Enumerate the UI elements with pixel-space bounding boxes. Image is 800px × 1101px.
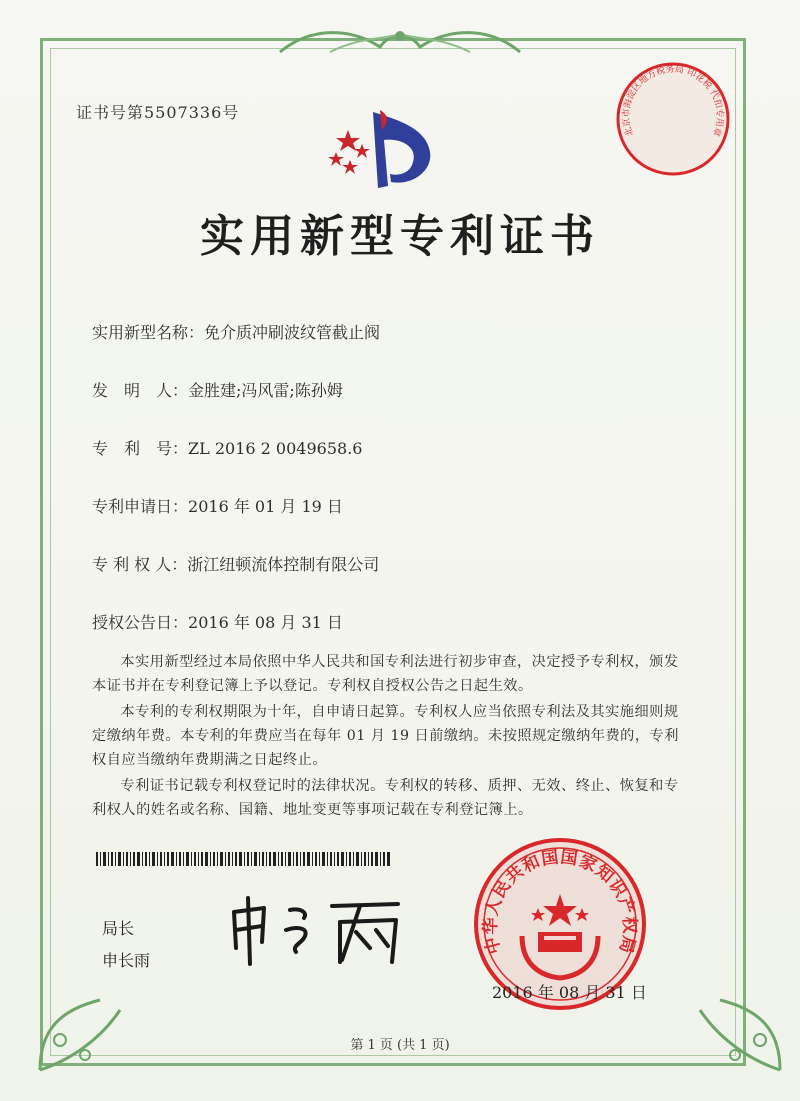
bottom-left-ornament-icon xyxy=(30,980,130,1080)
director-name: 申长雨 xyxy=(102,951,151,970)
field-value: 2016 年 08 月 31 日 xyxy=(188,613,343,632)
field-patentee: 专 利 权 人：浙江纽顿流体控制有限公司 xyxy=(92,552,379,575)
background-watermark xyxy=(300,92,307,117)
field-value: ZL 2016 2 0049658.6 xyxy=(188,439,363,458)
field-value: 浙江纽顿流体控制有限公司 xyxy=(187,555,380,574)
certificate-body xyxy=(92,650,692,824)
field-label: 实用新型名称 xyxy=(92,323,189,342)
field-application-date: 专利申请日：2016 年 01 月 19 日 xyxy=(92,494,343,517)
body-paragraph-3: 专利证书记载专利权登记时的法律状况。专利权的转移、质押、无效、终止、恢复和专利权人的姓名或名称、国籍、地址变更等事项记载在专利登记簿上。 xyxy=(92,778,679,818)
page-number: 第 1 页 (共 1 页) xyxy=(350,1038,450,1053)
seal-text: 中华人民共和国国家知识产权局 xyxy=(480,847,640,957)
body-paragraph-2: 本专利的专利权期限为十年，自申请日起算。专利权人应当依照专利法及其实施细则规定缴纳年费。本专利的年费应当在每年 01 月 19 日前缴纳。未按照规定缴纳年费的，专利权自应当缴纳年费期满之日起终止。 xyxy=(92,704,679,768)
field-value: 金胜建;冯风雷;陈孙姆 xyxy=(188,381,343,400)
field-label: 授权公告日 xyxy=(92,613,173,632)
field-label: 专利申请日 xyxy=(92,497,173,516)
issue-date: 2016 年 08 月 31 日 xyxy=(492,983,647,1002)
barcode-icon xyxy=(96,852,390,866)
body-paragraph-1: 本实用新型经过本局依照中华人民共和国专利法进行初步审查，决定授予专利权，颁发本证书并在专利登记簿上予以登记。专利权自授权公告之日起生效。 xyxy=(92,654,679,694)
director-title: 局长 xyxy=(102,919,135,938)
field-inventors: 发 明 人：金胜建;冯风雷;陈孙姆 xyxy=(92,378,343,401)
signature-icon xyxy=(220,890,410,970)
field-label: 发 明 人 xyxy=(92,381,173,400)
field-patent-number: 专 利 号：ZL 2016 2 0049658.6 xyxy=(92,436,362,459)
bottom-right-ornament-icon xyxy=(690,980,790,1080)
field-value: 免介质冲刷波纹管截止阀 xyxy=(204,323,381,342)
field-utility-model-name: 实用新型名称：免介质冲刷波纹管截止阀 xyxy=(92,320,380,343)
field-label: 专 利 号 xyxy=(92,439,173,458)
page-title: 实用新型专利证书 xyxy=(200,211,600,262)
sipo-emblem-icon xyxy=(318,100,448,200)
field-value: 2016 年 01 月 19 日 xyxy=(188,497,343,516)
tax-seal-icon xyxy=(614,60,732,178)
field-grant-date: 授权公告日：2016 年 08 月 31 日 xyxy=(92,610,343,633)
tax-seal-text: 北京市海淀区地方税务局 印花税 代扣专用章 xyxy=(621,64,725,138)
field-label: 专 利 权 人 xyxy=(92,555,172,574)
top-ornament-icon xyxy=(270,22,530,62)
certificate-number: 证书号第5507336号 xyxy=(76,103,240,122)
